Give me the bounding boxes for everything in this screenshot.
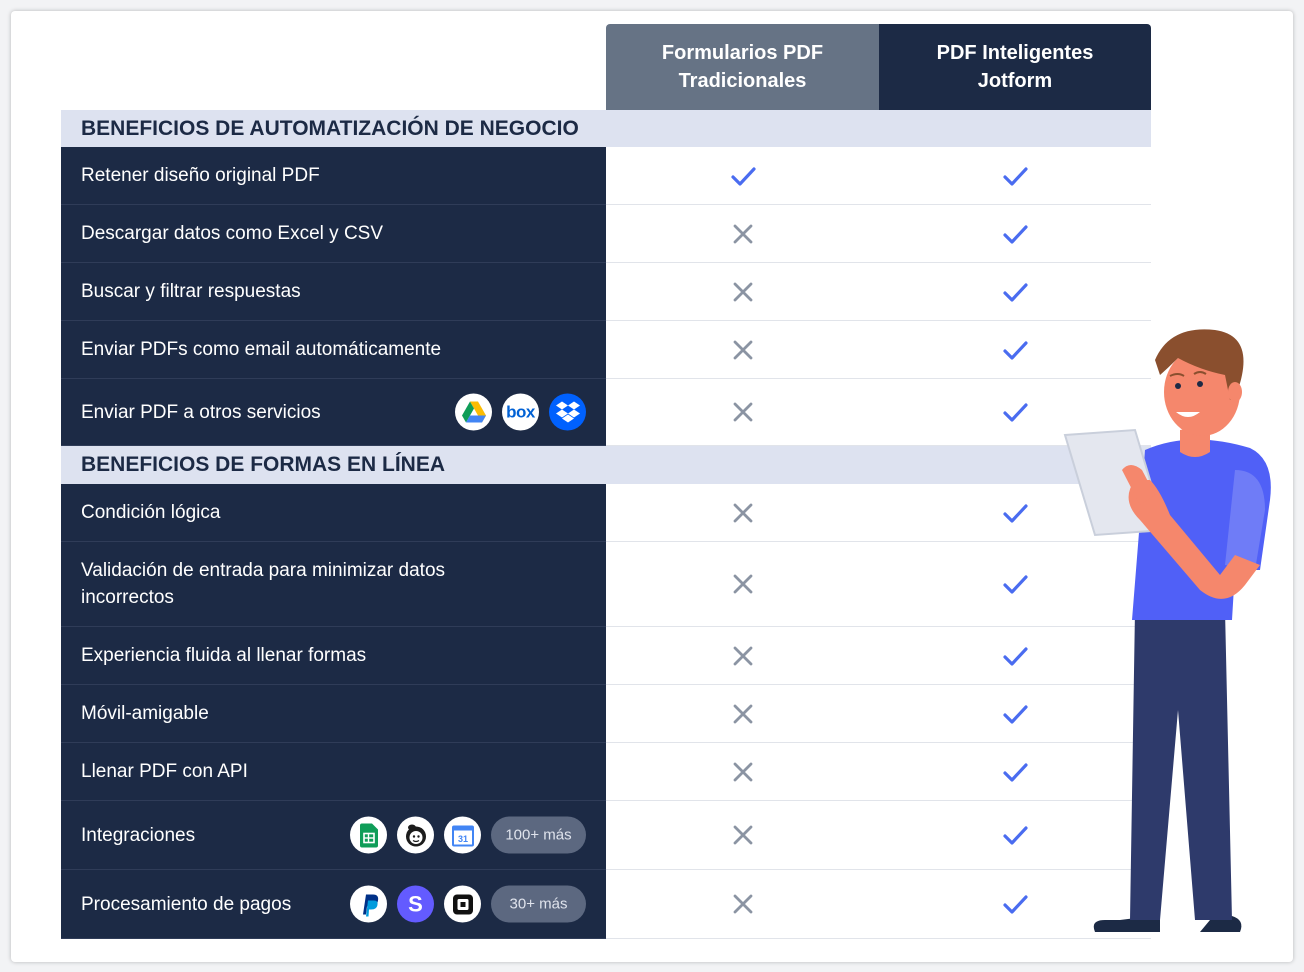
feature-label-cell bbox=[61, 542, 606, 627]
feature-label-cell bbox=[61, 379, 606, 446]
cross-icon bbox=[728, 277, 758, 307]
check-icon bbox=[1000, 699, 1030, 729]
feature-label: Retener diseño original PDF bbox=[81, 165, 320, 186]
feature-label: Llenar PDF con API bbox=[81, 761, 248, 782]
traditional-value-cell bbox=[606, 205, 880, 263]
feature-label-cell bbox=[61, 627, 606, 685]
check-icon bbox=[1000, 498, 1030, 528]
check-icon bbox=[1000, 641, 1030, 671]
traditional-value-cell bbox=[606, 743, 880, 801]
table-row bbox=[61, 321, 1151, 379]
traditional-value-cell bbox=[606, 379, 880, 446]
traditional-value-cell bbox=[606, 321, 880, 379]
smart-value-cell bbox=[879, 205, 1151, 263]
table-row bbox=[61, 263, 1151, 321]
table-row bbox=[61, 685, 1151, 743]
check-icon bbox=[1000, 757, 1030, 787]
stripe-icon: S bbox=[397, 886, 434, 923]
cross-icon bbox=[728, 219, 758, 249]
box-icon: box bbox=[502, 394, 539, 431]
feature-label-cell bbox=[61, 321, 606, 379]
check-icon bbox=[1000, 569, 1030, 599]
cross-icon bbox=[728, 335, 758, 365]
cross-icon bbox=[728, 699, 758, 729]
table-row bbox=[61, 870, 1151, 939]
payment-icons bbox=[350, 886, 586, 923]
feature-label: Enviar PDF a otros servicios bbox=[81, 401, 321, 423]
payments-more-badge[interactable]: 30+ más bbox=[491, 886, 586, 923]
traditional-value-cell bbox=[606, 627, 880, 685]
integration-icons bbox=[350, 817, 586, 854]
check-icon bbox=[1000, 820, 1030, 850]
feature-label-cell bbox=[61, 263, 606, 321]
feature-label: Móvil-amigable bbox=[81, 703, 209, 724]
feature-label-cell bbox=[61, 484, 606, 542]
service-icons bbox=[455, 394, 586, 431]
mailchimp-icon bbox=[397, 817, 434, 854]
feature-label-cell bbox=[61, 205, 606, 263]
cross-icon bbox=[728, 820, 758, 850]
smart-value-cell bbox=[879, 263, 1151, 321]
cross-icon bbox=[728, 397, 758, 427]
cross-icon bbox=[728, 569, 758, 599]
table-row bbox=[61, 542, 1151, 627]
feature-label: Experiencia fluida al llenar formas bbox=[81, 645, 367, 666]
table-row bbox=[61, 743, 1151, 801]
check-icon bbox=[1000, 889, 1030, 919]
google-sheets-icon bbox=[350, 817, 387, 854]
google-calendar-icon bbox=[444, 817, 481, 854]
table-row bbox=[61, 147, 1151, 205]
cross-icon bbox=[728, 641, 758, 671]
feature-label-cell bbox=[61, 870, 606, 939]
dropbox-icon bbox=[549, 394, 586, 431]
traditional-value-cell bbox=[606, 484, 880, 542]
traditional-value-cell bbox=[606, 263, 880, 321]
feature-label-cell bbox=[61, 743, 606, 801]
feature-label: Validación de entrada para minimizar datos incorrectos bbox=[81, 560, 446, 608]
person-with-tablet-illustration bbox=[1060, 320, 1300, 940]
header-traditional-pdf: Formularios PDF Tradicionales bbox=[606, 24, 879, 110]
svg-text:31: 31 bbox=[457, 833, 468, 844]
smart-value-cell bbox=[879, 147, 1151, 205]
traditional-value-cell bbox=[606, 685, 880, 743]
feature-label: Procesamiento de pagos bbox=[81, 893, 292, 915]
table-row bbox=[61, 801, 1151, 870]
traditional-value-cell bbox=[606, 801, 880, 870]
feature-label: Buscar y filtrar respuestas bbox=[81, 281, 301, 302]
check-icon bbox=[1000, 219, 1030, 249]
check-icon bbox=[1000, 277, 1030, 307]
paypal-icon bbox=[350, 886, 387, 923]
feature-label-cell bbox=[61, 685, 606, 743]
section-online-form-benefits: BENEFICIOS DE FORMAS EN LÍNEA bbox=[61, 446, 1151, 484]
feature-label: Integraciones bbox=[81, 824, 196, 846]
feature-label: Descargar datos como Excel y CSV bbox=[81, 223, 384, 244]
traditional-value-cell bbox=[606, 870, 880, 939]
check-icon bbox=[728, 161, 758, 191]
cross-icon bbox=[728, 757, 758, 787]
check-icon bbox=[1000, 335, 1030, 365]
feature-label: Condición lógica bbox=[81, 502, 221, 523]
header-jotform-smart-pdf: PDF Inteligentes Jotform bbox=[879, 24, 1151, 110]
feature-label: Enviar PDFs como email automáticamente bbox=[81, 339, 442, 360]
table-row bbox=[61, 205, 1151, 263]
check-icon bbox=[1000, 161, 1030, 191]
cross-icon bbox=[728, 498, 758, 528]
feature-label-cell bbox=[61, 801, 606, 870]
cross-icon bbox=[728, 889, 758, 919]
google-drive-icon bbox=[455, 394, 492, 431]
table-row bbox=[61, 484, 1151, 542]
check-icon bbox=[1000, 397, 1030, 427]
table-row bbox=[61, 379, 1151, 446]
integrations-more-badge[interactable]: 100+ más bbox=[491, 817, 586, 854]
table-row bbox=[61, 627, 1151, 685]
traditional-value-cell bbox=[606, 542, 880, 627]
section-automation-benefits: BENEFICIOS DE AUTOMATIZACIÓN DE NEGOCIO bbox=[61, 110, 1151, 147]
traditional-value-cell bbox=[606, 147, 880, 205]
square-icon bbox=[444, 886, 481, 923]
feature-label-cell bbox=[61, 147, 606, 205]
